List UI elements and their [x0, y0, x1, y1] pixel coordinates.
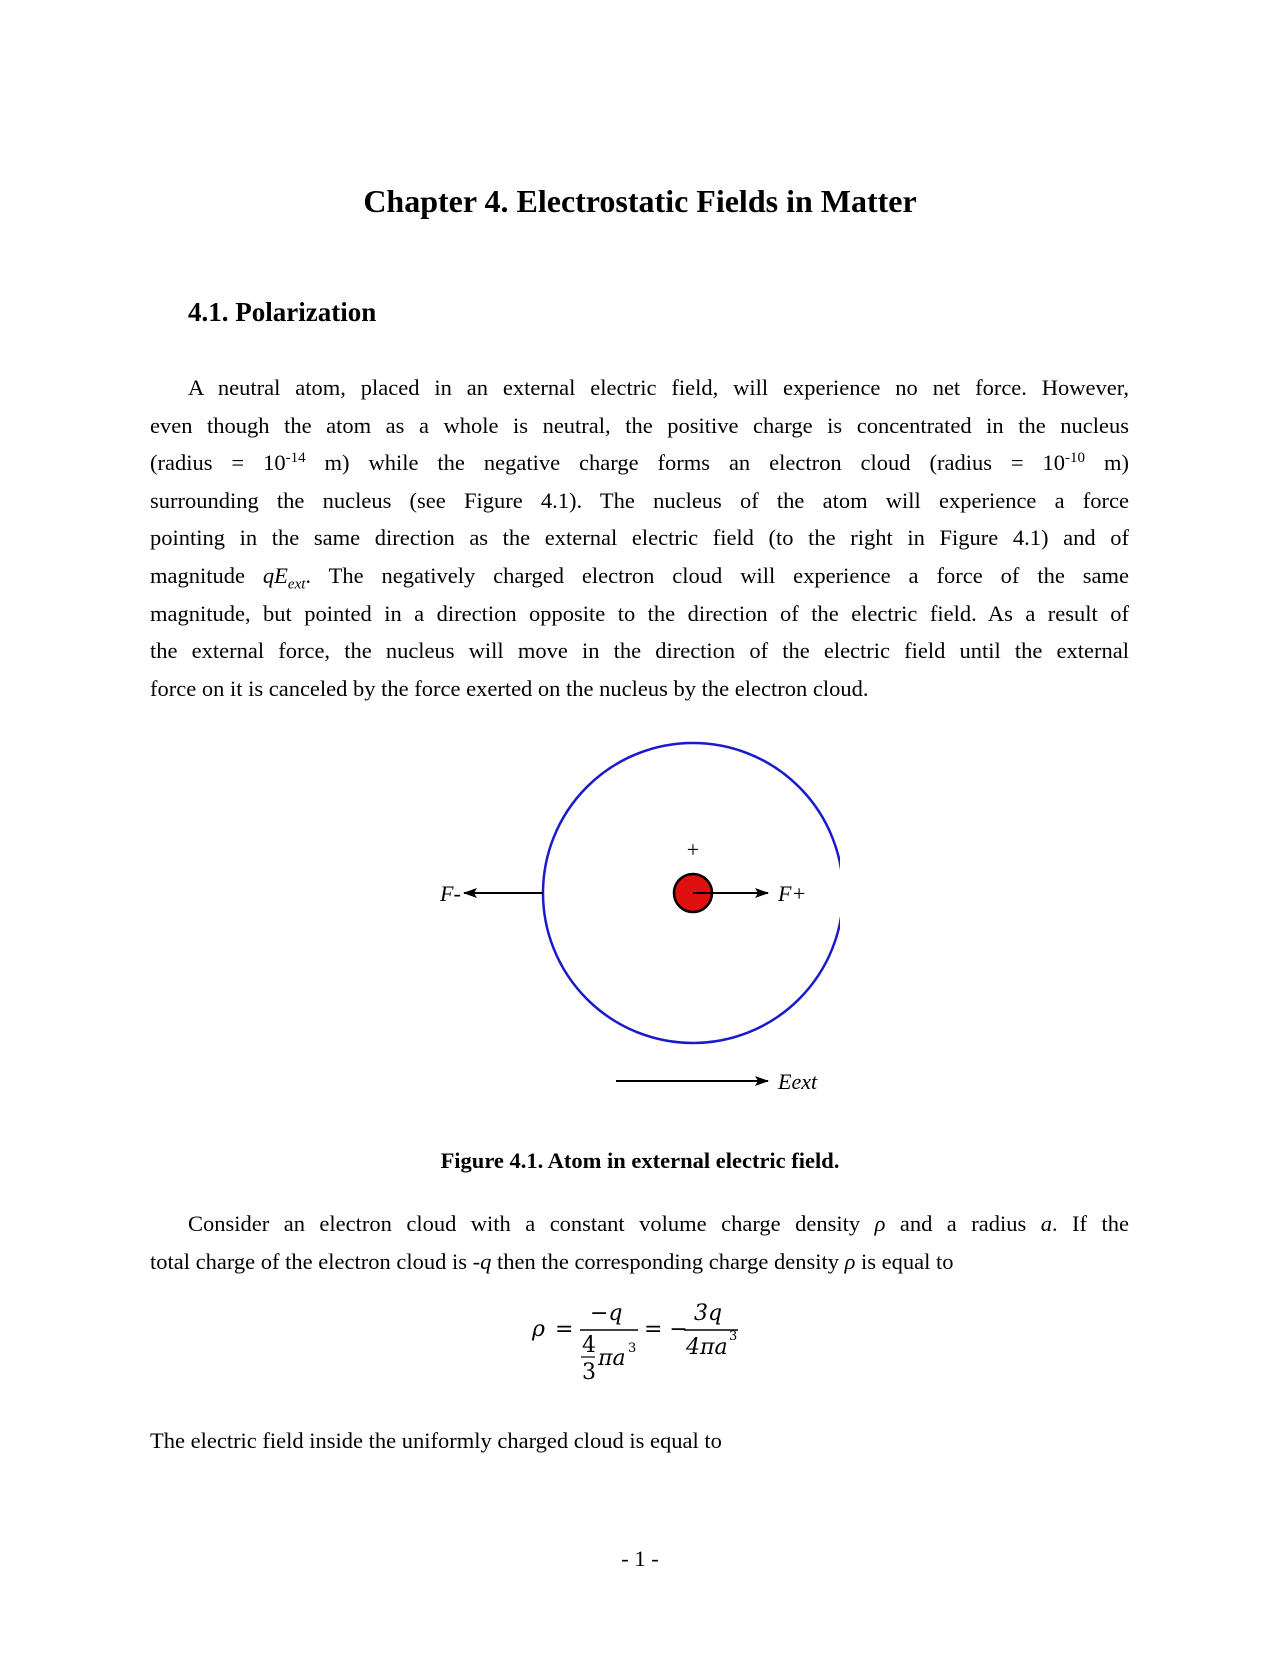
paragraph-line: pointing in the same direction as the external electric field (to the right in Figure 4.1) and of	[150, 525, 1129, 551]
paragraph-line: A neutral atom, placed in an external electric field, will experience no net force. However,	[188, 375, 1129, 400]
f-minus-label: F-	[440, 881, 461, 906]
paragraph-line: (radius = $10^{-14}$ m) while the negative charge forms an electron cloud (radius = $10^{-10}$ m)	[150, 450, 1129, 476]
plus-label: +	[686, 837, 700, 862]
eq-four: 4	[582, 1333, 596, 1358]
eq-exponent-2: 3	[729, 1329, 738, 1344]
f-plus-label: F+	[778, 881, 807, 906]
qe-symbol: qE	[262, 562, 288, 588]
atom-figure	[420, 735, 840, 1115]
eq-denominator-2: 4πa	[686, 1335, 728, 1360]
paragraph-line: force on it is canceled by the force exerted on the nucleus by the electron cloud.	[150, 675, 869, 701]
eq-pi-a: πa	[598, 1346, 626, 1371]
eq-exponent-1: 3	[628, 1341, 637, 1356]
eq-numerator-1: −q	[590, 1301, 623, 1326]
paragraph-line: the external force, the nucleus will move in the direction of the electric field until the external	[150, 638, 1129, 664]
paragraph-line: magnitude, but pointed in a direction opposite to the direction of the electric field. As a result of	[150, 600, 1129, 626]
eq-three: 3	[582, 1360, 596, 1385]
eq-numerator-2: 3q	[694, 1301, 723, 1326]
eq-equals-1: =	[555, 1317, 574, 1342]
page-number: - 1 -	[621, 1546, 659, 1571]
paragraph-line: total charge of the electron cloud is -q then the corresponding charge density ρ is equal to	[150, 1248, 954, 1274]
section-title: 4.1. Polarization	[188, 297, 377, 327]
eq-equals-2: = −	[644, 1317, 688, 1342]
figure-caption: Figure 4.1. Atom in external electric field.	[440, 1148, 840, 1173]
paragraph-charge-density	[150, 1205, 1129, 1280]
paragraph-line: Consider an electron cloud with a constant volume charge density ρ and a radius a. If the	[188, 1211, 1129, 1236]
eq-rho: ρ	[532, 1317, 545, 1342]
paragraph-line: even though the atom as a whole is neutral, the positive charge is concentrated in the nucleus	[150, 412, 1129, 438]
paragraph-line: surrounding the nucleus (see Figure 4.1). The nucleus of the atom will experience a force	[150, 487, 1129, 513]
paragraph-polarization-intro	[150, 369, 1129, 707]
charge-density-equation	[530, 1290, 760, 1390]
paragraph-line: magnitude $qE_{ext}$. The negatively charged electron cloud will experience a force of the same	[150, 562, 1129, 593]
chapter-title: Chapter 4. Electrostatic Fields in Matter	[363, 183, 917, 219]
e-ext-label: Eext	[778, 1069, 818, 1094]
paragraph-electric-field: The electric field inside the uniformly charged cloud is equal to	[150, 1428, 722, 1453]
